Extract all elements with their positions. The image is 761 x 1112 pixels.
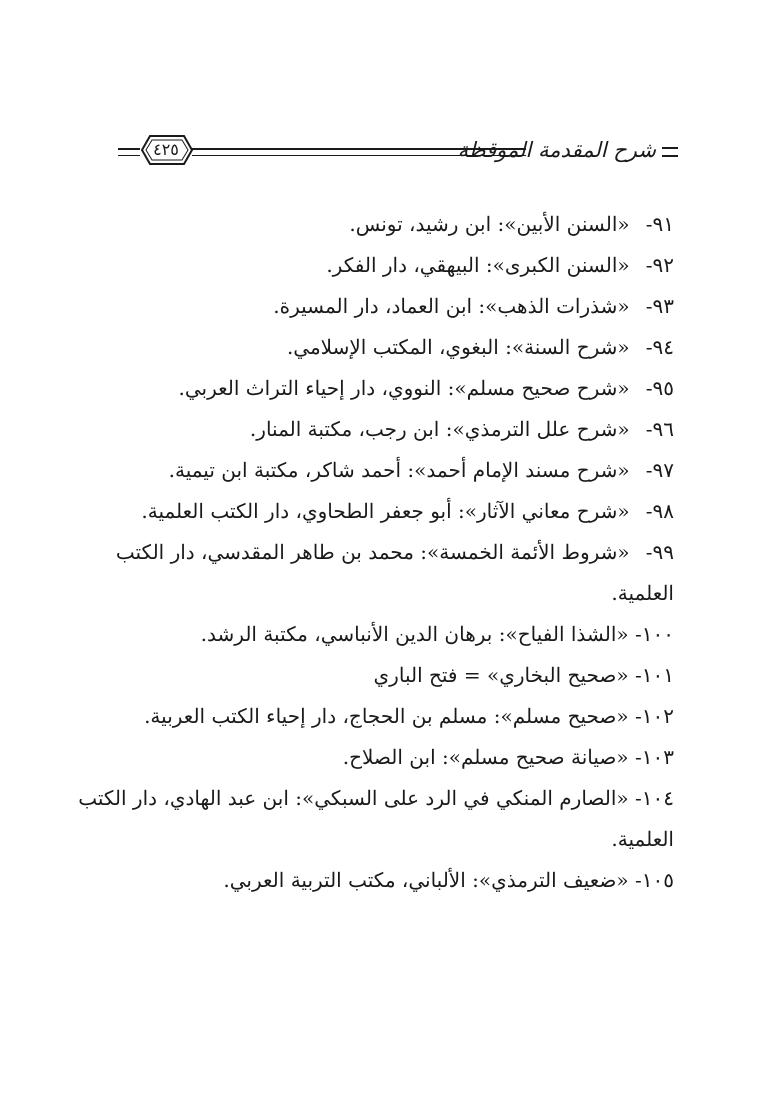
- entry-number: ٩٨-: [645, 499, 674, 523]
- entry-number: ٩٥-: [645, 376, 674, 400]
- entry-text: «شرح معاني الآثار»: أبو جعفر الطحاوي، دار الكتب العلمية.: [141, 499, 630, 523]
- header-dash-ornament: [662, 147, 678, 157]
- bibliography-entry: [74, 491, 674, 532]
- entry-text: «شذرات الذهب»: ابن العماد، دار المسيرة.: [273, 294, 630, 318]
- bibliography-entry: [74, 204, 674, 245]
- entry-text: «السنن الكبرى»: البيهقي، دار الفكر.: [326, 253, 630, 277]
- bibliography-entry: [74, 737, 674, 778]
- header-rule-left: [118, 148, 140, 156]
- entry-number: ٩٩-: [645, 540, 674, 564]
- entry-number: ١٠٠-: [635, 622, 674, 646]
- entry-text: «صيانة صحيح مسلم»: ابن الصلاح.: [342, 745, 629, 769]
- book-title: شرح المقدمة الموقظة: [457, 138, 656, 162]
- entry-text: «الشذا الفياح»: برهان الدين الأنباسي، مكتبة الرشد.: [200, 622, 629, 646]
- bibliography-entry: [74, 368, 674, 409]
- entry-number: ١٠٣-: [635, 745, 674, 769]
- entry-number: ١٠١-: [635, 663, 674, 687]
- bibliography-entry: [74, 450, 674, 491]
- entry-number: ١٠٢-: [635, 704, 674, 728]
- bibliography-entry: [74, 245, 674, 286]
- bibliography-entry: [74, 409, 674, 450]
- entry-number: ٩٦-: [645, 417, 674, 441]
- bibliography-entry: [74, 286, 674, 327]
- bibliography-entry: [74, 860, 674, 901]
- bibliography-entry: [74, 778, 674, 860]
- entry-text: «الصارم المنكي في الرد على السبكي»: ابن عبد الهادي، دار الكتب العلمية.: [78, 786, 674, 851]
- bibliography-entry: [74, 696, 674, 737]
- header-rule: [192, 148, 526, 156]
- page-number-badge: [138, 132, 194, 168]
- entry-number: ١٠٥-: [635, 868, 674, 892]
- bibliography-entry: [74, 614, 674, 655]
- entry-text: «السنن الأبين»: ابن رشيد، تونس.: [349, 212, 630, 236]
- entry-text: «صحيح مسلم»: مسلم بن الحجاج، دار إحياء الكتب العربية.: [144, 704, 629, 728]
- entry-number: ٩٧-: [645, 458, 674, 482]
- entry-number: ٩٢-: [645, 253, 674, 277]
- entry-number: ٩١-: [645, 212, 674, 236]
- bibliography-entry: [74, 532, 674, 614]
- entry-number: ١٠٤-: [635, 786, 674, 810]
- entry-text: «شروط الأئمة الخمسة»: محمد بن طاهر المقدسي، دار الكتب العلمية.: [115, 540, 674, 605]
- entry-text: «شرح السنة»: البغوي، المكتب الإسلامي.: [286, 335, 630, 359]
- page-number: ٤٢٥: [153, 140, 179, 159]
- entry-number: ٩٣-: [645, 294, 674, 318]
- entry-text: «ضعيف الترمذي»: الألباني، مكتب التربية العربي.: [223, 868, 629, 892]
- entry-text: «صحيح البخاري» = فتح الباري: [373, 663, 629, 687]
- entry-number: ٩٤-: [645, 335, 674, 359]
- running-header: [118, 128, 678, 172]
- entry-text: «شرح علل الترمذي»: ابن رجب، مكتبة المنار.: [249, 417, 630, 441]
- bibliography-entry: [74, 655, 674, 696]
- bibliography-list: [74, 204, 674, 901]
- entry-text: «شرح صحيح مسلم»: النووي، دار إحياء التراث العربي.: [178, 376, 630, 400]
- bibliography-entry: [74, 327, 674, 368]
- entry-text: «شرح مسند الإمام أحمد»: أحمد شاكر، مكتبة ابن تيمية.: [168, 458, 630, 482]
